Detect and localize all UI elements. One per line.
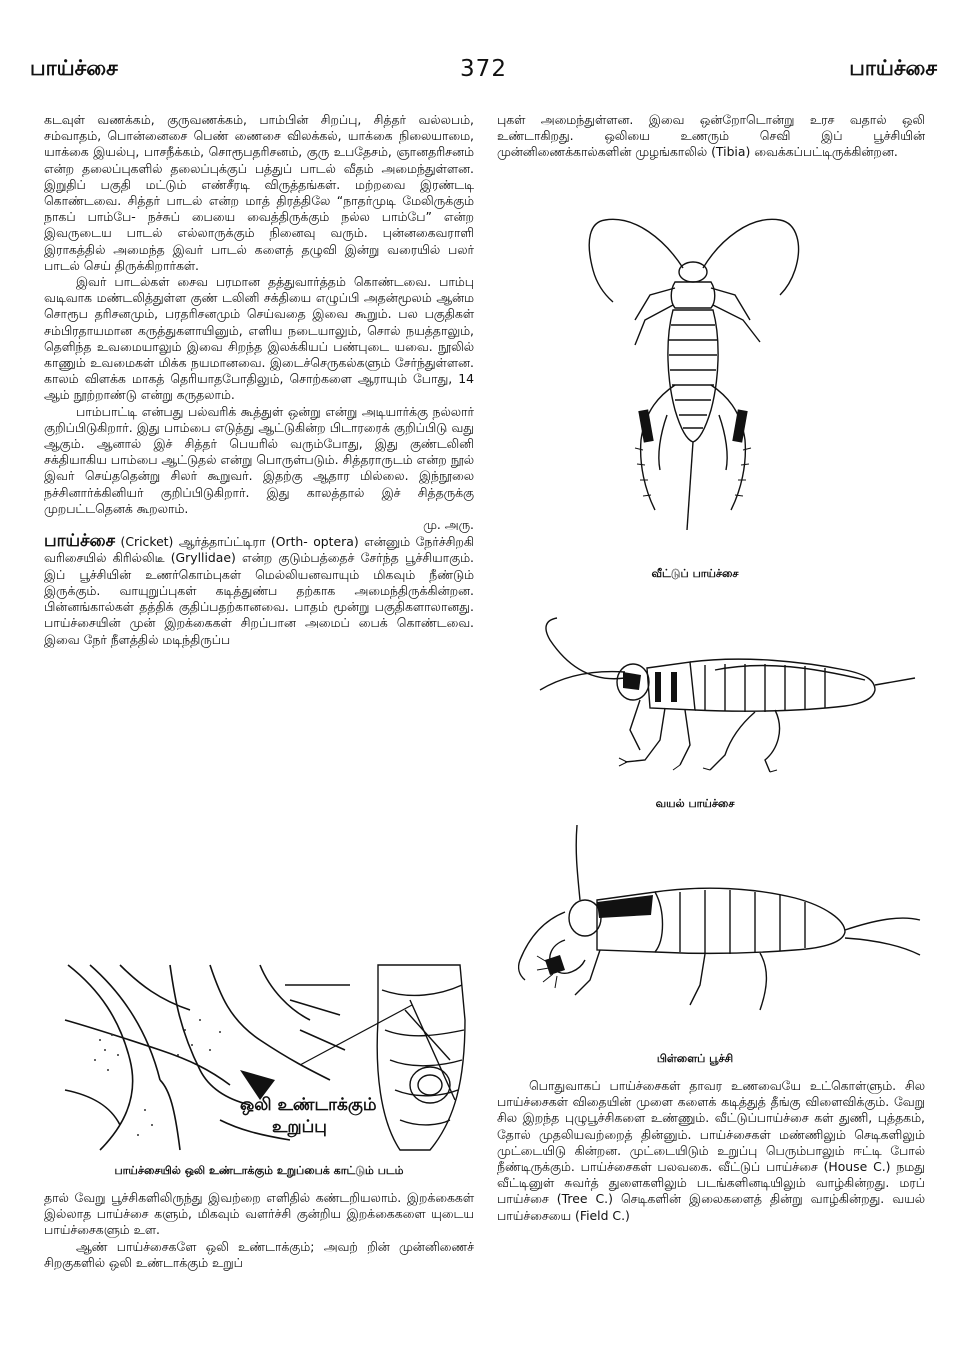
- paragraph: புகள் அமைந்துள்ளன. இவை ஒன்றோடொன்று உரச வதால் ஒலி உண்டாகிறது. ஒலியை உணரும் செவி இப் பூச்சியின் முன்னிணைக்கால்களின் முழங்காலில் (Tibia) வைக்கப்பட்டிருக்கின்றன.: [497, 112, 925, 160]
- mole-cricket-caption: பிள்ளைப் பூச்சி: [656, 1052, 734, 1065]
- page-header: [30, 56, 937, 96]
- right-column-top-text: [497, 112, 925, 161]
- entry-paragraph: [44, 533, 474, 647]
- entry-headword: பாய்ச்சை: [44, 531, 116, 552]
- paragraph: ஆண் பாய்ச்சைகளே ஒலி உண்டாக்கும்; அவற் றின் முன்னிணைச் சிறகுகளில் ஒலி உண்டாக்கும் உறுப்: [44, 1238, 474, 1270]
- mole-cricket-illustration: [505, 820, 925, 1030]
- page-number: 372: [460, 56, 507, 82]
- field-cricket-illustration: [515, 600, 925, 780]
- paragraph: பாம்பாட்டி என்பது பல்வரிக் கூத்துள் ஒன்று என்று அடியார்க்கு நல்லார் குறிப்பிடுகிறார். இது பாம்பை எடுத்து ஆட்டுகின்ற பிடாரரைக் குறிப்பிடு வது ஆகும். ஆனால் இச் சித்தர் பெயரில் வரும்போது, இது குண்டலினி சக்தியாகிய பாம்பை ஆட்டுதல் என்று பொருள்படும். சித்தராருடம் என்ற நூல் இவர் செய்ததென்று சிலர் கூறுவர். இதற்கு ஆதார மில்லை. இந்நூலை நச்சினார்க்கினியர் குறிப்பிடுகிறார். இது காலத்தால் இச் சித்தருக்கு முறபட்டதெனக் கூறலாம்.: [44, 403, 474, 516]
- sound-organ-caption: பாய்ச்சையில் ஒலி உண்டாக்கும் உறுப்பைக் காட்டும் படம்: [114, 1164, 404, 1177]
- header-left-title: பாய்ச்சை: [30, 56, 118, 80]
- sound-organ-label-line1: ஒலி உண்டாக்கும்: [240, 1095, 377, 1115]
- left-column-text: [44, 112, 474, 648]
- paragraph: பொதுவாகப் பாய்ச்சைகள் தாவர உணவையே உட்கொள்ளும். சில பாய்ச்சைகள் விதையின் முளை களைக் கடித்துத் தீங்கு விளைவிக்கும். வேறு சில இறந்த புழுபூச்சிகளை உண்ணும். வீட்டுப்பாய்ச்சை கள் துணி, புத்தகம், தோல் முதலியவற்றைத் தின்னும். பாய்ச்சைகள் மண்ணிலும் செடிகளிலும் முட்டையிடு கின்றன. முட்டையிடும் உறுப்பு பெரும்பாலும் ஈட்டி போல் நீண்டிருக்கும். பாய்ச்சைகள் பலவகை. வீட்டுப் பாய்ச்சை (House C.) நமது வீட்டினுள் சுவர்த் துளைகளிலும் படங்களினடியிலும் வாழ்கின்றது. மரப் பாய்ச்சை (Tree C.) செடிகளின் இலைகளைத் தின்று வாழ்கின்றது. வயல் பாய்ச்சையை (Field C.): [497, 1078, 925, 1223]
- sound-organ-label-line2: உறுப்பு: [272, 1117, 327, 1137]
- paragraph: இவர் பாடல்கள் சைவ பரமான தத்துவார்த்தம் கொண்டவை. பாம்பு வடிவாக மண்டலித்துள்ள குண் டலினி சக்தியை எழுப்பி அதன்மூலம் ஆன்ம சொரூப தரிசனமும், பரதரிசனமும் செய்வதை இவை கூறும். பல பகுதிகள் சம்பிரதாயமான கருத்துகளாயினும், எளிய நடையாலும், சொல் நயத்தாலும், தெளிந்த உவமையாலும் இவை சிறந்த இலக்கியப் பண்புடை யவை. நூலில் காணும் உவமைகள் மிக்க நயமானவை. இடைச்செருகல்களும் சேர்ந்துள்ளன. காலம் விளக்க மாகத் தெரியாதபோதிலும், சொற்களை ஆராயும் போது, 14 ஆம் நூற்றாண்டு என்று கருதலாம்.: [44, 274, 474, 403]
- entry-text: (Cricket) ஆர்த்தாப்ட்டிரா (Orth- optera) என்னும் நேர்ச்சிறகி வரிசையில் கிரில்லிடீ (Gryllidae) என்ற குடும்பத்தைச் சேர்ந்த பூச்சியாகும். இப் பூச்சியின் உணர்கொம்புகள் மெல்லியனவாயும் மிகவும் நீண்டும் இருக்கும். வாயுறுப்புகள் கடித்துண்ப தற்காக அமைந்திருக்கின்றன. பின்னங்கால்கள் தத்திக் குதிப்பதற்கானவை. பாதம் மூன்று பகுதிகளாலானது. பாய்ச்சையின் முன் இறக்கைகள் சிறப்பான அமைப் பைக் கொண்டவை. இவை நேர் நீளத்தில் மடிந்திருப்ப: [44, 534, 474, 647]
- author-signature: மு. அரு.: [423, 517, 474, 533]
- field-cricket-caption: வயல் பாய்ச்சை: [655, 797, 735, 810]
- paragraph: கடவுள் வணக்கம், குருவணக்கம், பாம்பின் சிறப்பு, சித்தர் வல்லபம், சம்வாதம், பொன்னைசை பெண் ணைசை விலக்கல், யாக்கை நிலையாமை, யாக்கை இயல்பு, பாசநீக்கம், சொரூபதரிசனம், குரு உபதேசம், ஞானதரிசனம் என்ற தலைப்புகளில் தலைப்புக்குப் பத்துப் பாடல் வீதம் அமைந்துள்ளன. இறுதிப் பகுதி மட்டும் எண்சீரடி விருத்தங்கள். மற்றவை இரண்டடி கொண்டவை. சித்தர் பாடல் என்ற மாத் திரத்திலே “நாதர்முடி மேலிருக்கும் நாகப் பாம்பே- நச்சுப் பையை வைத்திருக்கும் நல்ல பாம்பே” என்ற இவருடைய பாடல் எல்லாருக்கும் நினைவு வரும். புன்னகைவராளி இராகத்தில் அமைந்த இவர் பாடல் களைத் தழுவி இன்று வரையில் பலர் பாடல் செய் திருக்கிறார்கள்.: [44, 112, 474, 273]
- left-column-bottom-text: [44, 1190, 474, 1271]
- house-cricket-illustration: [575, 210, 815, 540]
- sound-organ-figure: [60, 960, 470, 1155]
- house-cricket-caption: வீட்டுப் பாய்ச்சை: [651, 567, 739, 580]
- header-right-title: பாய்ச்சை: [849, 56, 937, 80]
- paragraph: தால் வேறு பூச்சிகளிலிருந்து இவற்றை எளிதில் கண்டறியலாம். இறக்கைகள் இல்லாத பாய்ச்சை களும், மிகவும் வளர்ச்சி குன்றிய இறக்கைகளை யுடைய பாய்ச்சைகளும் உள.: [44, 1190, 474, 1238]
- right-column-bottom-text: [497, 1078, 925, 1224]
